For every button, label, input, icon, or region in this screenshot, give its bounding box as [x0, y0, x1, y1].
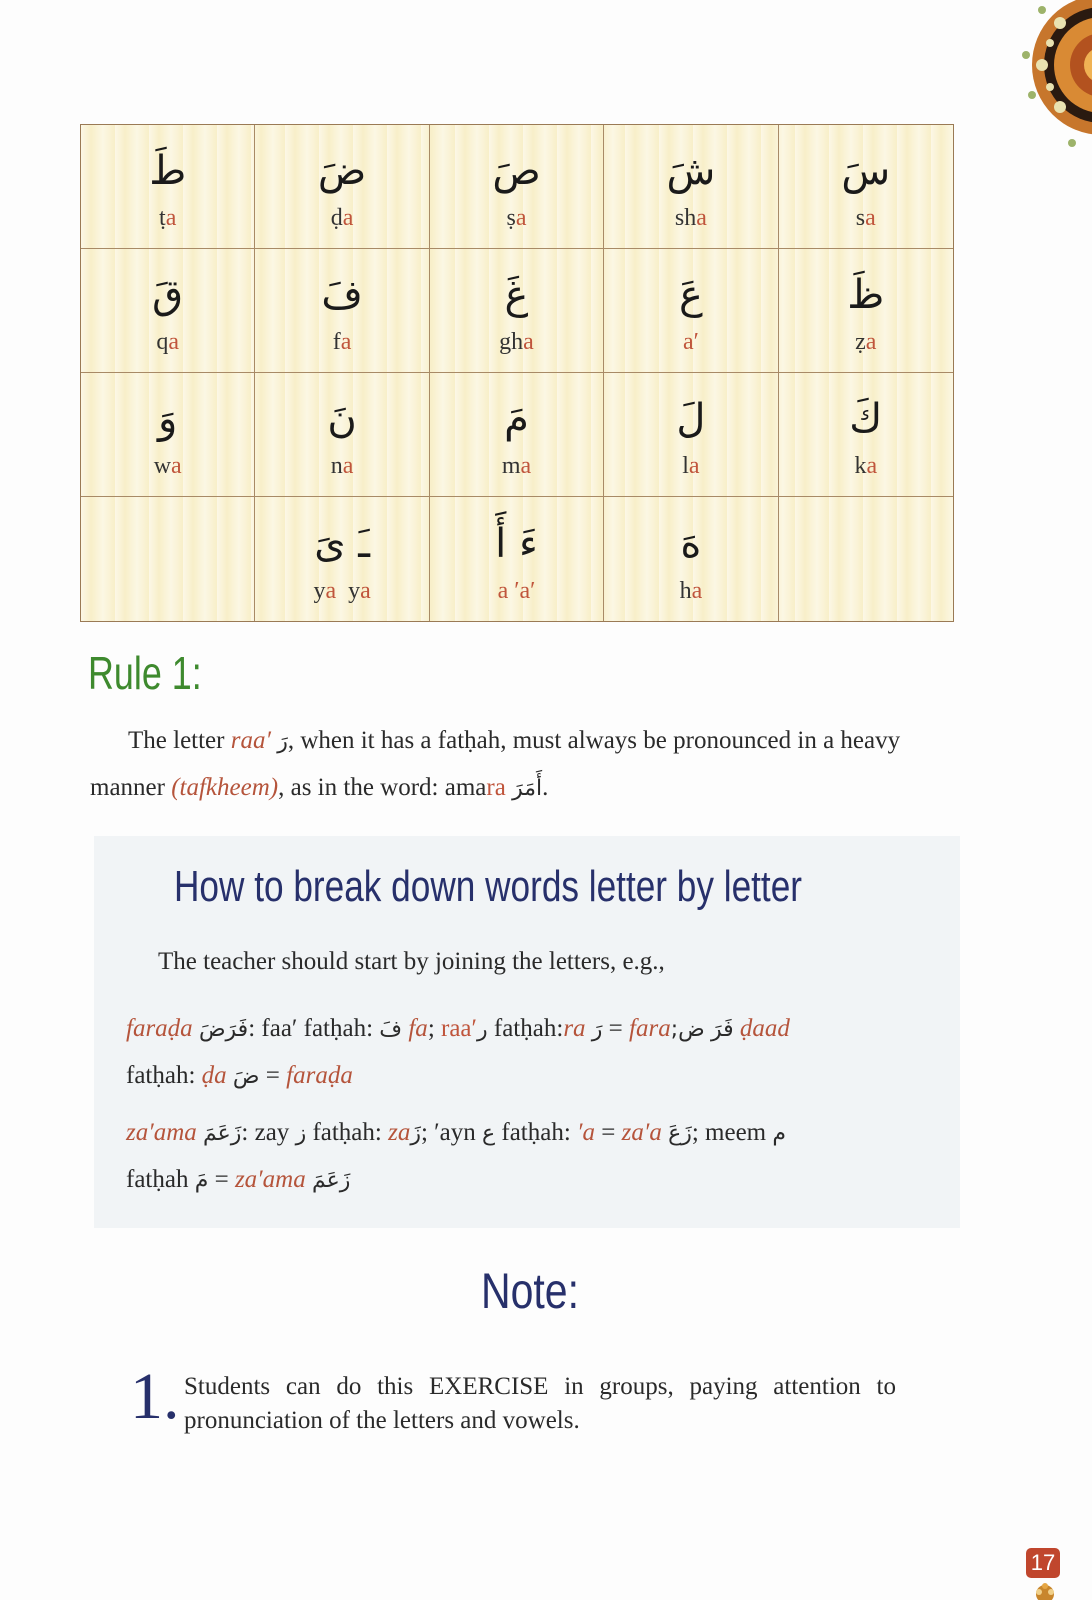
letter-cell — [81, 249, 255, 373]
transliteration: gha — [499, 329, 534, 355]
arabic-letter: صَ — [492, 148, 541, 194]
arabic-letter: نَ — [327, 396, 357, 442]
rule-title: Rule 1: — [88, 647, 202, 699]
letter-cell — [255, 373, 429, 497]
arabic-letter: طَ — [149, 148, 187, 194]
letter-cell — [430, 373, 604, 497]
page-ornament-icon — [1030, 1576, 1060, 1600]
arabic-letter: ظَ — [847, 272, 885, 318]
arabic-letter: ضَ — [317, 148, 367, 194]
letter-cell — [255, 497, 429, 621]
letter-cell-empty — [779, 497, 953, 621]
rule-paragraph: The letter raa′ رَ, when it has a fatḥah, must always be pronounced in a heavy manner (tafkheem), as in the word: amara أَمَرَ. — [90, 727, 901, 801]
note-title: Note: — [480, 1263, 579, 1319]
transliteration: ḍa — [330, 205, 354, 231]
letter-cell — [430, 497, 604, 621]
letter-cell — [604, 497, 778, 621]
arabic-letter: لَ — [676, 396, 706, 442]
transliteration: a ′a′ — [497, 577, 536, 604]
arabic-letter: غَ — [504, 272, 529, 318]
arabic-letter: ءَ أَ — [495, 520, 538, 567]
breakdown-box — [94, 836, 960, 1228]
transliteration: ha — [679, 577, 703, 604]
breakdown-examples — [126, 1006, 946, 1214]
floral-ornament-icon — [982, 0, 1092, 160]
example-farada: faraḍa فَرَضَ: faa′ fatḥah: فَ fa; raa′ر fatḥah:ra رَ = fara;فَرَ ض ḍaad fatḥah: ḍa ضَ = faraḍa — [126, 1015, 790, 1089]
letter-cell — [604, 373, 778, 497]
letter-cell — [779, 125, 953, 249]
transliteration: fa — [332, 329, 352, 355]
box-title: How to break down words letter by letter — [174, 862, 803, 911]
arabic-letter: مَ — [504, 396, 529, 442]
letter-cell — [779, 249, 953, 373]
transliteration: ṣa — [506, 205, 527, 231]
letter-cell — [81, 373, 255, 497]
transliteration: na — [330, 453, 354, 479]
box-intro: The teacher should start by joining the letters, e.g., — [158, 948, 665, 975]
transliteration: a′ — [682, 329, 699, 355]
arabic-letter: فَ — [321, 272, 363, 318]
transliteration: ka — [854, 453, 878, 479]
letter-cell — [604, 249, 778, 373]
letter-cell — [779, 373, 953, 497]
note-text: Students can do this EXERCISE in groups, paying attention to pronunciation of the letters and vowels. — [184, 1373, 896, 1434]
arabic-letter: عَ — [678, 272, 703, 318]
transliteration: sa — [855, 205, 876, 231]
transliteration: sha — [674, 205, 707, 231]
transliteration: ya ya — [313, 577, 371, 604]
arabic-letter: شَ — [666, 148, 716, 194]
letter-cell — [81, 125, 255, 249]
arabic-letter: ـَ ىَ — [314, 520, 370, 567]
arabic-letter-table — [80, 124, 954, 622]
arabic-letter: كَ — [849, 396, 883, 442]
transliteration: ẓa — [855, 329, 877, 355]
letter-cell — [255, 125, 429, 249]
arabic-letter: هَ — [680, 520, 702, 567]
note-number: 1. — [130, 1360, 180, 1433]
arabic-letter: وَ — [158, 396, 178, 442]
arabic-letter: سَ — [841, 148, 891, 194]
transliteration: wa — [153, 453, 182, 479]
page-number-badge: 17 — [1026, 1548, 1060, 1578]
example-zaama: za′ama زَعَمَ: zay ز fatḥah: zaزَ; ′ayn ع fatḥah: ′a = za′a زَعَ; meem م fatḥah مَ = za′ama زَعَمَ — [126, 1119, 786, 1193]
letter-cell — [430, 125, 604, 249]
letter-cell-empty — [81, 497, 255, 621]
transliteration: ṭa — [159, 205, 177, 231]
transliteration: la — [682, 453, 700, 479]
letter-cell — [430, 249, 604, 373]
letter-cell — [255, 249, 429, 373]
letter-cell — [604, 125, 778, 249]
transliteration: ma — [501, 453, 532, 479]
arabic-letter: قَ — [152, 272, 184, 318]
transliteration: qa — [156, 329, 180, 355]
